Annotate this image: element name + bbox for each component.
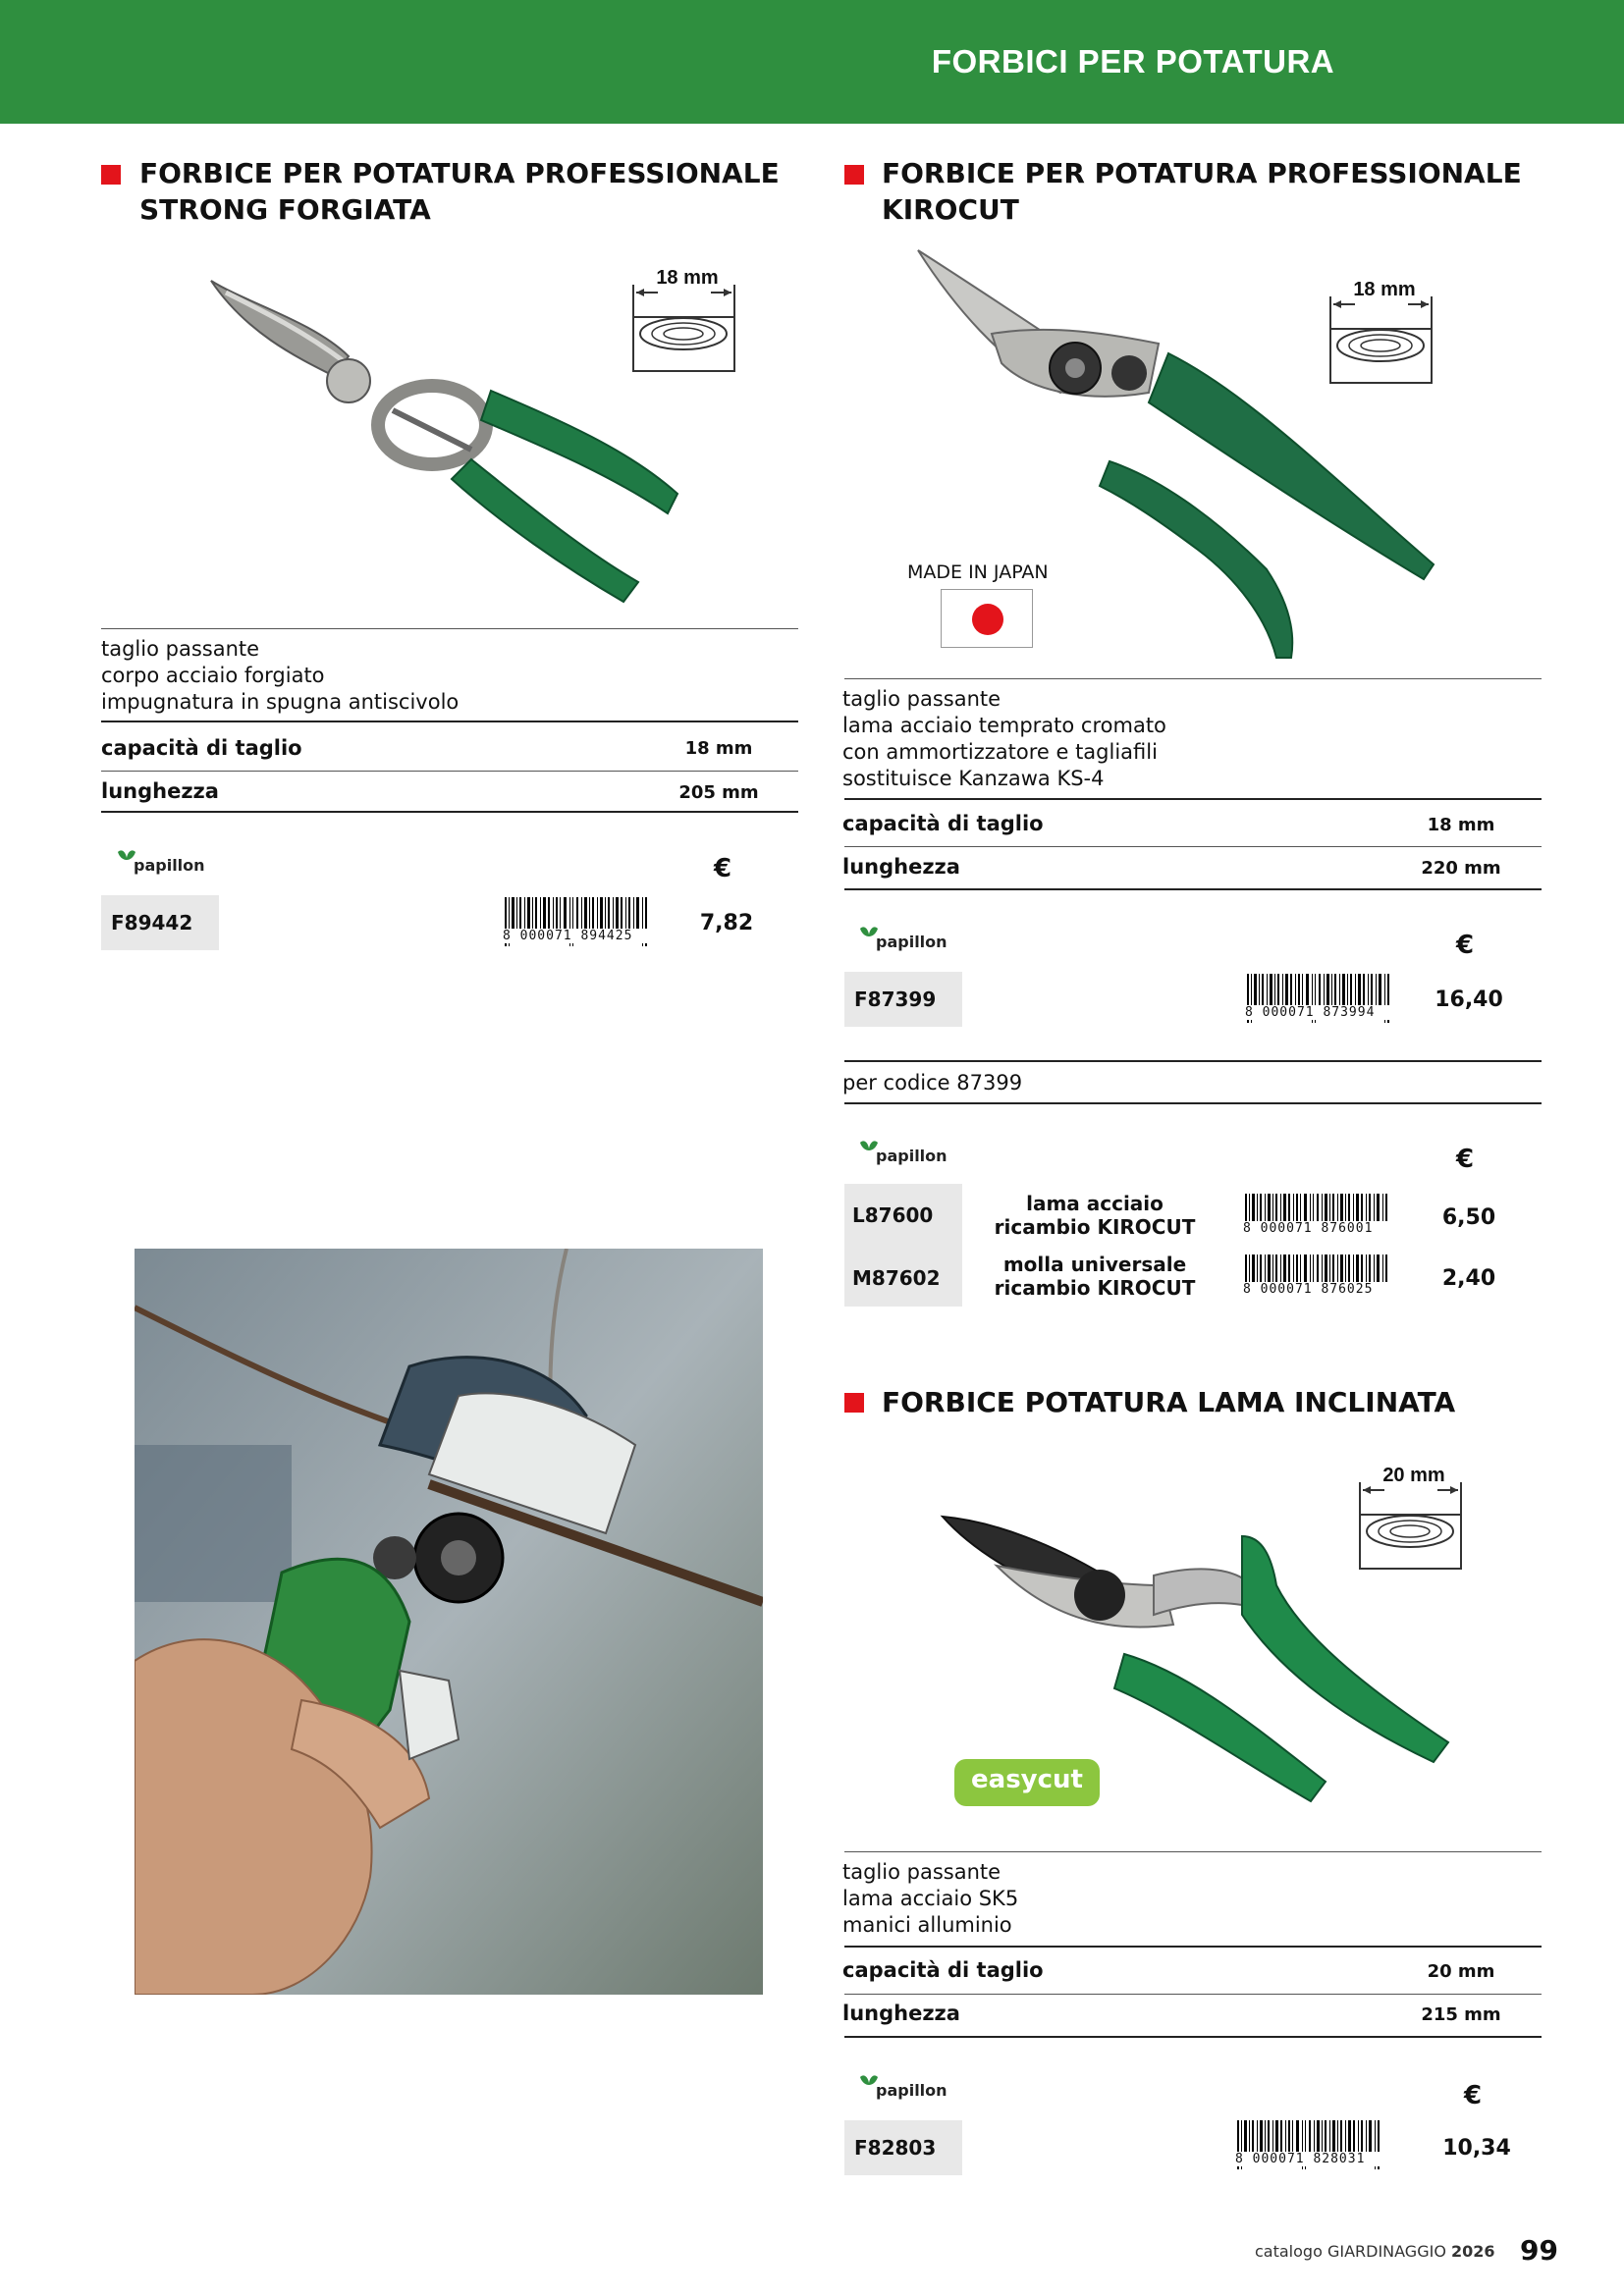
barcode-number: 8 000071 873994 (1245, 1005, 1392, 1020)
product3-title: FORBICE POTATURA LAMA INCLINATA (882, 1386, 1456, 1418)
divider (844, 678, 1542, 679)
capacity-badge-label: 18 mm (656, 267, 719, 289)
spec-value: 205 mm (678, 782, 759, 803)
papillon-logo (858, 1139, 947, 1165)
barcode (1243, 1194, 1390, 1236)
spec-value: 20 mm (1427, 1961, 1495, 1982)
product1-title: FORBICE PER POTATURA PROFESSIONALE STRONG FORGIATA (139, 157, 780, 226)
capacity-badge-label: 20 mm (1382, 1465, 1445, 1486)
product-price: 16,40 (1435, 988, 1503, 1012)
product-code: F87399 (844, 972, 962, 1027)
product2-title: FORBICE PER POTATURA PROFESSIONALE KIROCUT (882, 157, 1522, 226)
divider (844, 1102, 1542, 1104)
product-price: 7,82 (699, 911, 754, 935)
divider (844, 846, 1542, 847)
barcode (1235, 2120, 1382, 2174)
pruner-image (187, 263, 736, 607)
divider (844, 1851, 1542, 1852)
spec-label: capacità di taglio (842, 812, 1044, 835)
accessory-price: 2,40 (1441, 1266, 1496, 1291)
spec-label: capacità di taglio (842, 1958, 1044, 1982)
japan-flag-icon (941, 589, 1033, 648)
section-bullet-icon (844, 165, 864, 185)
papillon-logo (858, 2073, 947, 2100)
brand-name: papillon (876, 1147, 947, 1165)
product-code: F89442 (101, 895, 219, 950)
product-price: 10,34 (1442, 2136, 1511, 2161)
brand-name: papillon (876, 933, 947, 951)
divider (101, 771, 798, 772)
page-header-title: FORBICI PER POTATURA (931, 43, 1335, 80)
barcode-number: 8 000071 828031 (1235, 2152, 1382, 2166)
divider (844, 2036, 1542, 2038)
divider (101, 628, 798, 629)
pruning-photo (135, 1249, 763, 1995)
divider (844, 888, 1542, 890)
barcode (1245, 974, 1392, 1028)
currency-symbol: € (1455, 931, 1475, 960)
spec-label: lunghezza (842, 855, 960, 879)
barcode-number: 8 000071 876001 (1243, 1221, 1390, 1236)
divider (844, 1946, 1542, 1948)
barcode (1243, 1255, 1390, 1297)
brand-name: papillon (134, 856, 205, 875)
divider (844, 1994, 1542, 1995)
spec-value: 220 mm (1421, 858, 1501, 879)
section-bullet-icon (101, 165, 121, 185)
accessory-description: lama acciaio ricambio KIROCUT (994, 1192, 1196, 1239)
made-in-label: MADE IN JAPAN (907, 561, 1049, 583)
section-bullet-icon (844, 1393, 864, 1413)
spec-value: 18 mm (684, 738, 753, 759)
divider (844, 1060, 1542, 1062)
brand-name: papillon (876, 2081, 947, 2100)
divider (101, 721, 798, 722)
accessories-note: per codice 87399 (842, 1071, 1023, 1095)
divider (844, 798, 1542, 800)
accessory-code: L87600 (852, 1203, 934, 1227)
product1-description: taglio passante corpo acciaio forgiato impugnatura in spugna antiscivolo (101, 637, 460, 714)
spec-label: capacità di taglio (101, 736, 302, 760)
barcode (503, 897, 650, 951)
spec-label: lunghezza (101, 779, 219, 803)
barcode-number: 8 000071 894425 (503, 929, 650, 943)
papillon-logo (858, 925, 947, 951)
product2-description: taglio passante lama acciaio temprato cromato con ammortizzatore e tagliafili sostituisce Kanzawa KS-4 (842, 687, 1166, 790)
page-number: 99 (1520, 2234, 1558, 2267)
currency-symbol: € (1463, 2081, 1483, 2110)
spec-label: lunghezza (842, 2002, 960, 2025)
product3-description: taglio passante lama acciaio SK5 manici alluminio (842, 1860, 1019, 1937)
accessory-code: M87602 (852, 1266, 941, 1290)
capacity-badge-label: 18 mm (1353, 279, 1416, 300)
currency-symbol: € (1455, 1145, 1475, 1174)
easycut-logo: easycut (954, 1759, 1100, 1806)
spec-value: 18 mm (1427, 815, 1495, 835)
accessory-description: molla universale ricambio KIROCUT (994, 1253, 1196, 1300)
spec-value: 215 mm (1421, 2004, 1501, 2025)
product-code: F82803 (844, 2120, 962, 2175)
papillon-logo (116, 848, 205, 875)
barcode-number: 8 000071 876025 (1243, 1282, 1390, 1297)
accessory-price: 6,50 (1441, 1205, 1496, 1230)
divider (101, 811, 798, 813)
footer-catalog: catalogo GIARDINAGGIO 2026 (1255, 2242, 1495, 2261)
currency-symbol: € (713, 854, 732, 883)
